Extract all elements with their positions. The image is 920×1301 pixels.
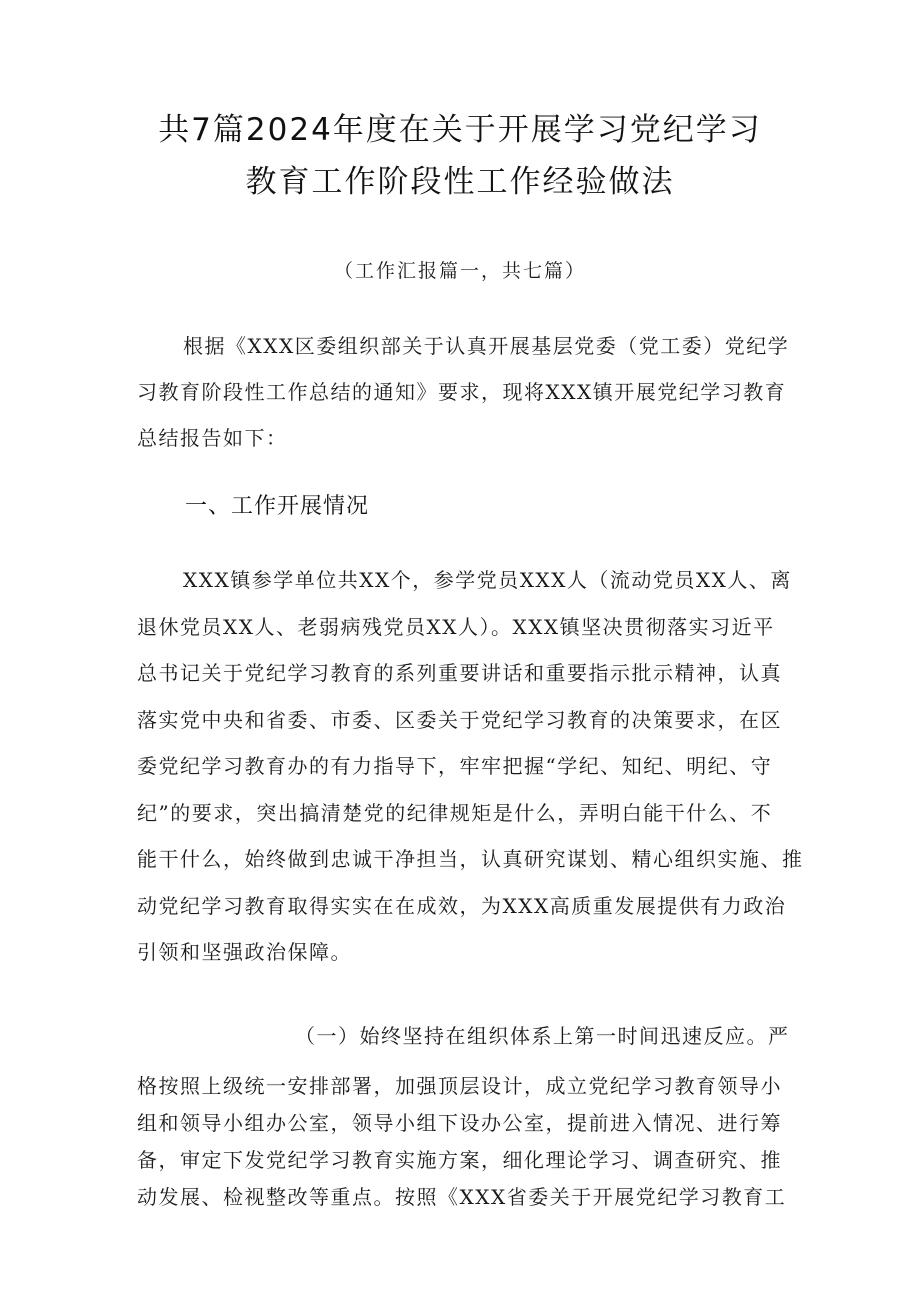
- subsection-1-line-2: 组和领导小组办公室，领导小组下设办公室，提前进入情况、进行筹: [137, 1111, 782, 1135]
- section-1-line-8: 动党纪学习教育取得实实在在成效，为XXX高质重发展提供有力政治: [137, 893, 787, 918]
- section-1-line-7: 能干什么，始终做到忠诚干净担当，认真研究谋划、精心组织实施、推: [137, 847, 804, 871]
- section-1-line-2: 退休党员XX人、老弱病残党员XX人）。XXX镇坚决贯彻落实习近平: [137, 614, 775, 639]
- subsection-heading-1: （一）始终坚持在组织体系上第一时间迅速反应。严: [295, 1024, 790, 1048]
- section-1-line-4: 落实党中央和省委、市委、区委关于党纪学习教育的决策要求，在区: [137, 707, 782, 732]
- section-1-line-6: 纪”的要求，突出搞清楚党的纪律规矩是什么，弄明白能干什么、不: [137, 800, 773, 825]
- subsection-1-line-4: 动发展、检视整改等重点。按照《XXX省委关于开展党纪学习教育工: [137, 1185, 787, 1209]
- section-heading-1: 一、工作开展情况: [185, 494, 370, 519]
- section-1-line-5: 委党纪学习教育办的有力指导下，牢牢把握“学纪、知纪、明纪、守: [137, 754, 773, 778]
- document-title: [100, 104, 820, 208]
- intro-line-2: 习教育阶段性工作总结的通知》要求，现将XXX镇开展党纪学习教育: [137, 380, 787, 404]
- section-1-line-3: 总书记关于党纪学习教育的系列重要讲话和重要指示批示精神，认真: [137, 661, 782, 685]
- subsection-1-line-3: 备，审定下发党纪学习教育实施方案，细化理论学习、调查研究、推: [137, 1148, 782, 1172]
- subsection-1-line-1: 格按照上级统一安排部署，加强顶层设计，成立党纪学习教育领导小: [137, 1074, 782, 1098]
- title-line-2: 教育工作阶段性工作经验做法: [245, 164, 675, 200]
- section-1-paragraph: [137, 557, 804, 976]
- subsection-1-paragraph: [137, 1068, 797, 1216]
- intro-line-3: 总结报告如下：: [137, 426, 288, 450]
- document-subtitle: （工作汇报篇一，共七篇）: [333, 260, 586, 282]
- section-1-line-1: XXX镇参学单位共XX个，参学党员XXX人（流动党员XX人、离: [183, 568, 792, 592]
- section-1-line-9: 引领和坚强政治保障。: [137, 940, 352, 964]
- intro-line-1: 根据《XXX区委组织部关于认真开展基层党委（党工委）党纪学: [183, 334, 790, 358]
- intro-paragraph: [137, 323, 797, 461]
- title-line-1: 共7篇2024年度在关于开展学习党纪学习: [158, 112, 762, 148]
